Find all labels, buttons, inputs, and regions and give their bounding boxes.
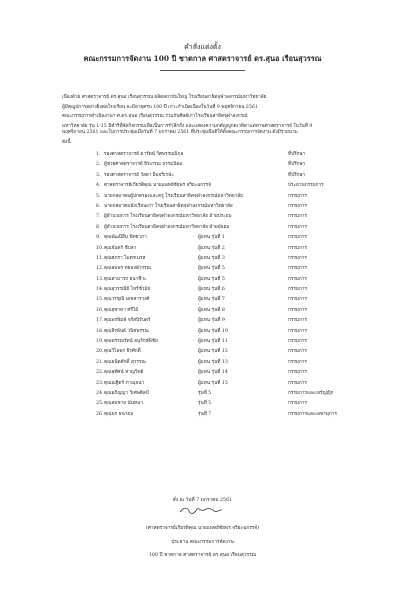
member-cohort: ผู้แทน รุ่นที่ 11 (198, 339, 228, 345)
committee-member-list (96, 150, 366, 420)
member-cohort: ผู้แทน รุ่นที่ 8 (198, 307, 225, 313)
member-number: 9. (96, 235, 101, 241)
member-name: คุณจีรพันธ์ วนิชพรรณ (104, 328, 149, 334)
member-row (96, 254, 366, 264)
member-number: 11. (96, 255, 104, 261)
member-cohort: ผู้แทน รุ่นที่ 1 (198, 235, 225, 241)
member-number: 8. (96, 224, 101, 230)
member-name: คุณอภิญญา วิเศษศิลป์ (104, 390, 149, 396)
member-cohort: ผู้แทน รุ่นที่ 10 (198, 328, 228, 334)
member-row (96, 295, 366, 305)
member-role: กรรมการและเหรัญญิก (288, 390, 334, 396)
member-cohort: ผู้แทน รุ่นที่ 15 (198, 380, 228, 386)
member-name: คุณศุภรา ไมตรเนรส (104, 255, 146, 261)
member-row (96, 368, 366, 378)
member-number: 17. (96, 318, 104, 324)
member-name: รองศาสตราจารย์ วัลยา ยิ่มจริเรฟะ (104, 172, 174, 178)
member-row (96, 202, 366, 212)
member-cohort: ผู้แทน รุ่นที่ 14 (198, 370, 228, 376)
member-name: ศาสตราจารย์เกียรติคุณ นายแพทย์ชัยพร จริยะฉกรรจ์ (104, 183, 211, 189)
member-role: กรรมการ (288, 307, 307, 313)
member-cohort: ผู้แทน รุ่นที่ 2 (198, 245, 225, 251)
member-row (96, 275, 366, 285)
member-role: กรรมการ (288, 370, 307, 376)
member-name: คุณวรชุณี เดชสารวงศ์ (104, 297, 150, 303)
member-number: 13. (96, 276, 104, 282)
member-role: ที่ปรึกษา (288, 172, 306, 178)
member-role: กรรมการ (288, 318, 307, 324)
member-number: 25. (96, 401, 104, 407)
member-cohort: รุ่นที่ 5 (198, 390, 212, 396)
member-row (96, 160, 366, 170)
member-number: 10. (96, 245, 104, 251)
member-number: 22. (96, 370, 104, 376)
member-number: 24. (96, 390, 104, 396)
member-number: 16. (96, 307, 104, 313)
member-row (96, 171, 366, 181)
member-row (96, 337, 366, 347)
signer-organization: 100 ปี ชาตกาล ศาสตราจารย์ ดร.สุนอ เรือนสุวรรณ (148, 553, 257, 558)
member-row (96, 244, 366, 254)
member-cohort: ผู้แทน รุ่นที่ 9 (198, 318, 225, 324)
member-number: 21. (96, 359, 104, 365)
member-role: กรรมการ (288, 224, 307, 230)
member-role: กรรมการ (288, 193, 307, 199)
member-name: คุณพรพิมพ์ จรัสนิรันดร์ (104, 318, 151, 324)
member-number: 15. (96, 297, 104, 303)
member-number: 3. (96, 172, 101, 178)
member-name: คุณสามารถ ธนาชีวะ (104, 276, 147, 282)
member-row (96, 192, 366, 202)
member-name: รองศาสตราจารย์ ดารัตน์ วิศพรรณนิกุล (104, 152, 184, 157)
member-cohort: ผู้แทน รุ่นที่ 13 (198, 359, 228, 365)
member-name: คุณธนิตศักดิ์ สุวรรณ (104, 359, 146, 365)
member-role: กรรมการและเลขานุการ (288, 411, 337, 417)
member-cohort: รุ่นที่ 5 (198, 401, 212, 407)
member-role: ประธานกรรมการ (288, 183, 324, 189)
member-role: กรรมการ (288, 203, 307, 209)
intro-line: มหาวิทยาลัย รุ่น 1-15 มีดำริที่จัดกิจกรรมเพื่อเป็นการรำลึกถึง และแสดงความกตัญญูกตเวทิตาแด่ท่านศาสตราจารย์ ในวันที่ 9 (62, 124, 313, 130)
member-name: คุณพรรณรัตน์ อนุรักษ์พิชัย (104, 339, 158, 345)
member-row (96, 223, 366, 233)
intro-line: เนื่องด้วย ศาสตราจารย์ ดร.สุนอ เรือนสุวรรณ ผลิตสถาบันใหญ่ โรงเรียนสาธิตจุฬาลงกรณ์มหาวิทยาลัย (62, 95, 267, 100)
member-number: 1. (96, 152, 101, 157)
intro-line: ผู้มีคุณูปการอย่างยิ่งต่อโรงเรียน จะมีอายุครบ 100 ปี เกาะกำเนิดเนื่องในวันที่ 9 พฤศจิกายน 2561 (62, 104, 258, 110)
member-number: 14. (96, 287, 104, 293)
member-row (96, 212, 366, 222)
signer-name: (ศาสตราจารย์เกียรติคุณ นายแพทย์ชัยพร จริยะฉกรรจ์) (145, 526, 260, 531)
member-number: 20. (96, 349, 104, 355)
member-name: คุณจันทร์ ชีบลา (104, 245, 137, 251)
member-row (96, 410, 366, 420)
member-role: ที่ปรึกษา (288, 152, 306, 157)
member-row (96, 264, 366, 274)
member-cohort: ผู้แทน รุ่นที่ 3 (198, 255, 225, 261)
member-name: คุณสุวรรณีย์ ไหร้ชั่วมัย (104, 287, 151, 293)
member-number: 12. (96, 266, 104, 272)
member-role: กรรมการ (288, 245, 307, 251)
member-role: กรรมการ (288, 380, 307, 386)
member-role: กรรมการ (288, 349, 307, 355)
member-row (96, 389, 366, 399)
member-role: กรรมการ (288, 276, 307, 282)
member-cohort: ผู้แทน รุ่นที่ 12 (198, 349, 228, 355)
member-number: 6. (96, 203, 101, 209)
member-cohort: รุ่นที่ 7 (198, 411, 212, 417)
member-row (96, 181, 366, 191)
member-number: 4. (96, 183, 101, 189)
member-role: กรรมการ (288, 297, 307, 303)
member-number: 2. (96, 162, 101, 168)
issue-date: สั่ง ณ วันที่ 7 มกราคม 2561 (172, 498, 233, 503)
member-row (96, 285, 366, 295)
intro-line: ดังนี้ (62, 139, 71, 145)
member-cohort: ผู้แทน รุ่นที่ 5 (198, 266, 225, 272)
intro-line: คณะกรรมการดำเนินงานฯ ศ.ดร.สุนอ เรือนสุวรรณ ร่วมกับศิษย์เก่าโรงเรียนสาธิตจุฬาลงกรณ์ (62, 114, 248, 120)
member-name: คุณณฐิตร์ ภาณุจนา (104, 380, 145, 386)
member-name: คุณสมพร ทยพงษ์วรรณ (104, 266, 151, 272)
member-name: ผู้อำนวยการ โรงเรียนสาธิตจุฬาลงกรณ์มหาวิทยาลัย ฝ่ายประถม (104, 214, 232, 220)
member-role: กรรมการ (288, 359, 307, 365)
member-cohort: ผู้แทน รุ่นที่ 5 (198, 276, 225, 282)
member-row (96, 316, 366, 326)
member-row (96, 379, 366, 389)
member-number: 26. (96, 411, 104, 417)
intro-paragraph-continued (62, 128, 364, 147)
member-row (96, 327, 366, 337)
intro-paragraph (62, 93, 364, 132)
member-row (96, 233, 366, 243)
member-row (96, 347, 366, 357)
member-name: คุณสุทัศน์ หาญวิทย์ (104, 370, 144, 376)
member-number: 7. (96, 214, 101, 220)
member-name: คุณพัฒนียืน พิทยาภา (104, 235, 147, 241)
document-subtitle: คณะกรรมการจัดงาน 100 ปี ชาตกาล ศาสตราจารย์ ดร.สุนอ เรือนสุวรรณ (83, 54, 322, 63)
member-number: 23. (96, 380, 104, 386)
member-name: คุณสมชาย นันทนา (104, 401, 143, 407)
member-role: กรรมการ (288, 266, 307, 272)
member-role: กรรมการ (288, 235, 307, 241)
title-divider (160, 70, 245, 71)
member-row (96, 358, 366, 368)
member-role: กรรมการ (288, 255, 307, 261)
member-number: 19. (96, 339, 104, 345)
handwritten-signature (178, 505, 224, 515)
member-name: คุณพร ธนาธน (104, 411, 134, 417)
member-role: กรรมการ (288, 339, 307, 345)
member-number: 18. (96, 328, 104, 334)
member-cohort: ผู้แทน รุ่นที่ 7 (198, 297, 225, 303)
member-name: คุณวิไลพร ธีรศักดิ์ (104, 349, 141, 355)
member-name: นายกสมาคมนักเรียนเก่า โรงเรียนสาธิตจุฬาลงกรณ์มหาวิทยาลัย (104, 203, 233, 209)
member-row (96, 306, 366, 316)
member-name: คุณสุชาดา ศรีไม้ (104, 307, 139, 313)
member-name: ผู้ช่วยศาสตราจารย์ ธีรเกรณ ธรรมนิยม (104, 162, 183, 168)
member-cohort: ผู้แทน รุ่นที่ 6 (198, 287, 225, 293)
member-role: กรรมการ (288, 401, 307, 407)
member-role: ที่ปรึกษา (288, 162, 306, 168)
member-role: กรรมการ (288, 287, 307, 293)
member-role: กรรมการ (288, 328, 307, 334)
member-number: 5. (96, 193, 101, 199)
member-name: ผู้อำนวยการ โรงเรียนสาธิตจุฬาลงกรณ์มหาวิทยาลัย ฝ่ายมัธยม (104, 224, 230, 230)
member-row (96, 150, 366, 160)
member-row (96, 399, 366, 409)
intro-line: พฤศจิกายน 2561 และในการประชุมเมื่อวันที่ 7 มกราคม 2561 ที่ประชุมมีมติให้ตั้งคณะกรรมการจัดงาน ดังมีรายนาม (62, 130, 298, 135)
signer-position: ประธาน คณะกรรมการจัดงาน (171, 540, 234, 545)
member-role: กรรมการ (288, 214, 307, 220)
member-name: นายกสมาคมผู้ปกครองและครู โรงเรียนสาธิตจุฬาลงกรณ์มหาวิทยาลัย (104, 193, 243, 199)
document-title: คำสั่งแต่งตั้ง (184, 43, 221, 51)
